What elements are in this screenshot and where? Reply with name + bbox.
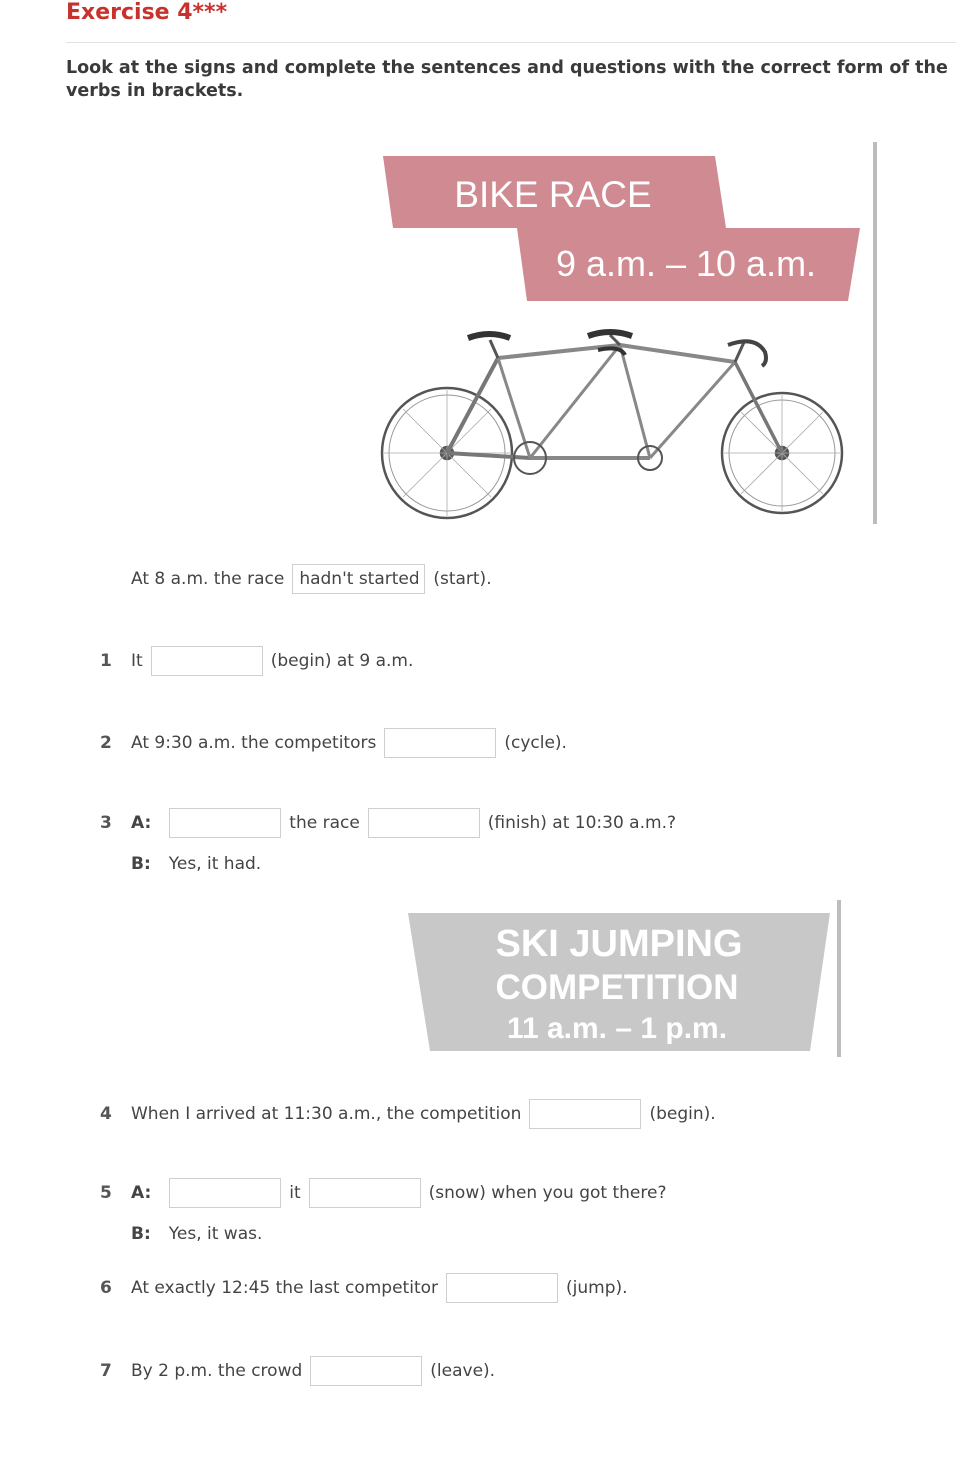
item-2-answer-field[interactable] — [384, 728, 496, 758]
item-number: 4 — [100, 1104, 112, 1124]
item-text-after: (begin) at 9 a.m. — [270, 651, 414, 671]
ski-sign-line-1: SKI JUMPING — [495, 923, 743, 965]
ski-sign-line-2: COMPETITION — [495, 968, 739, 1007]
item-text-after: (finish) at 10:30 a.m.? — [487, 813, 676, 833]
ski-sign-line-3: 11 a.m. – 1 p.m. — [506, 1012, 728, 1045]
tandem-bicycle-illustration — [382, 332, 842, 518]
item-text-after: (snow) when you got there? — [428, 1183, 667, 1203]
item-text-after: (begin). — [649, 1104, 716, 1124]
item-number: 7 — [100, 1361, 112, 1381]
item-number: 5 — [100, 1183, 112, 1203]
item-number: 2 — [100, 733, 112, 753]
item-number: 6 — [100, 1278, 112, 1298]
item-3-answer-field-2[interactable] — [368, 808, 480, 838]
item-6-answer-field[interactable] — [446, 1273, 558, 1303]
item-5-answer-field-2[interactable] — [309, 1178, 421, 1208]
item-4-answer-field[interactable] — [529, 1099, 641, 1129]
item-text-after: (jump). — [566, 1278, 628, 1298]
item-number: 1 — [100, 651, 112, 671]
example-answer-field[interactable] — [292, 564, 425, 594]
reply-text: Yes, it was. — [168, 1224, 263, 1244]
item-text-before: At 9:30 a.m. the competitors — [131, 733, 377, 753]
example-text-after: (start). — [433, 569, 492, 589]
item-number: 3 — [100, 813, 112, 833]
item-5-answer-field-1[interactable] — [169, 1178, 281, 1208]
item-text-before: By 2 p.m. the crowd — [131, 1361, 303, 1381]
ski-jumping-sign — [400, 898, 845, 1060]
title-divider — [66, 42, 956, 43]
item-text-before: When I arrived at 11:30 a.m., the competition — [131, 1104, 522, 1124]
item-3-answer-field-1[interactable] — [169, 808, 281, 838]
item-text-after: (cycle). — [504, 733, 567, 753]
item-text-before: At exactly 12:45 the last competitor — [131, 1278, 439, 1298]
example-text-before: At 8 a.m. the race — [131, 569, 285, 589]
item-text-after: (leave). — [430, 1361, 496, 1381]
item-text-before: It — [131, 651, 143, 671]
item-1-answer-field[interactable] — [151, 646, 263, 676]
exercise-title: Exercise 4*** — [66, 0, 228, 25]
bike-race-title: BIKE RACE — [454, 174, 652, 215]
exercise-instruction: Look at the signs and complete the sentences and questions with the correct form of the verbs in brackets. — [66, 58, 948, 101]
item-text-middle: the race — [289, 813, 360, 833]
bike-race-sign — [370, 140, 880, 530]
bike-race-time: 9 a.m. – 10 a.m. — [555, 243, 817, 284]
speaker-a-label: A: — [131, 813, 152, 833]
reply-text: Yes, it had. — [168, 854, 262, 874]
speaker-a-label: A: — [131, 1183, 152, 1203]
item-text-middle: it — [289, 1183, 301, 1203]
item-7-answer-field[interactable] — [310, 1356, 422, 1386]
speaker-b-label: B: — [131, 1224, 151, 1244]
speaker-b-label: B: — [131, 854, 151, 874]
